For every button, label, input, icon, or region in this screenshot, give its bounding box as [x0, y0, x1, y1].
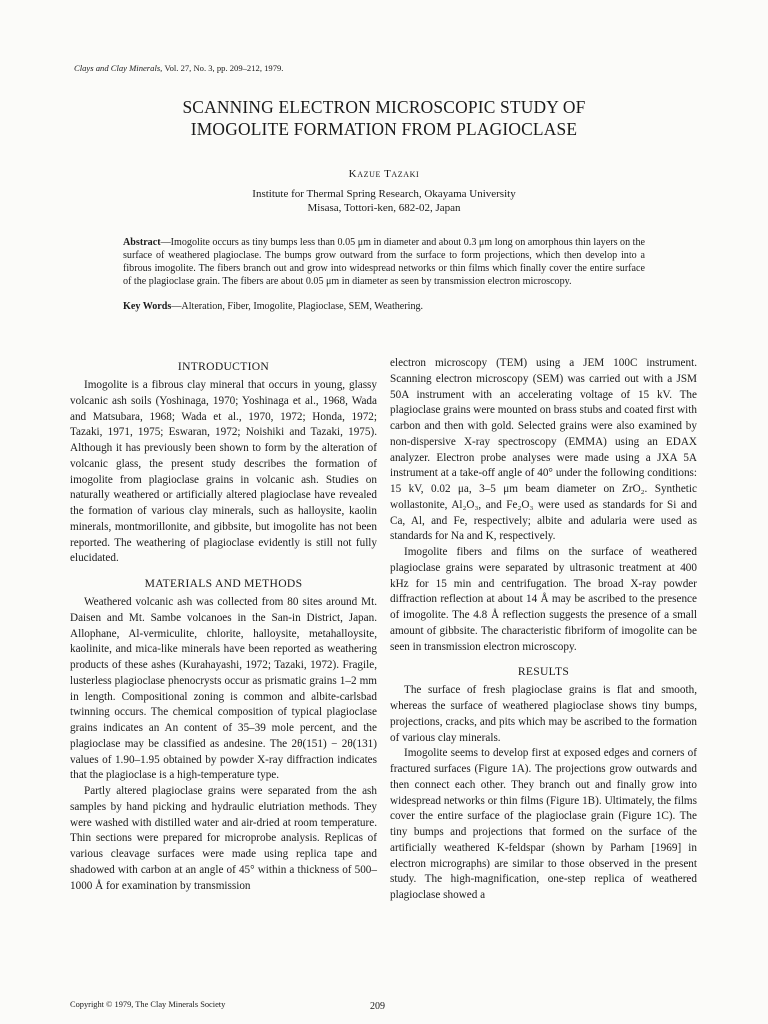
abstract-text: —Imogolite occurs as tiny bumps less than 0.05 μm in diameter and about 0.3 μm long on amorphous thin layers on the surface of weathered plagioclase. The bumps grow outward from the surface to form projections, which then develop into a fibrous imogolite. The fibers branch out and grow into widespread networks or thin films which finally cover the entire surface of the plagioclase grain. The fibers are about 0.05 μm in diameter as seen by transmission electron microscopy.: [123, 237, 645, 288]
right-column: [390, 356, 697, 904]
author-name: Kazue Tazaki: [348, 168, 420, 180]
journal-citation: [74, 63, 283, 73]
methods-paragraph-1: Weathered volcanic ash was collected from 80 sites around Mt. Daisen and Mt. Sambe volcanoes in the San-in District, Japan. Allophane, Al-vermiculite, chlorite, halloysite, metahalloysite, kaolinite, and mica-like minerals have been reported as weathering products of these ashes (Kurahayashi, 1972; Tazaki, 1972). Fragile, lusterless plagioclase phenocrysts occur as prismatic grains 1–2 mm in length. Compositional zoning is common and albite-carlsbad twinning occurs. The chemical composition of typical plagioclase grains indicates an An content of 35–39 mole percent, and the plagioclase may be classified as andesine. The 2θ(151) − 2θ(131) values of 1.90–1.95 obtained by powder X-ray diffraction indicates that the plagioclase is a high-temperature type.: [70, 596, 377, 782]
journal-name: Clays and Clay Minerals,: [74, 63, 163, 73]
section-heading-methods: MATERIALS AND METHODS: [144, 577, 303, 590]
article-title: [60, 96, 708, 140]
affiliation-line-1: Institute for Thermal Spring Research, Okayama University: [252, 188, 516, 200]
separation-paragraph: Imogolite fibers and films on the surface of weathered plagioclase grains were separated by ultrasonic treatment at 400 kHz for 15 min and centrifugation. The broad X-ray powder diffraction reflection at about 14 Å may be ascribed to the presence of imogolite. The 4.8 Å reflection suggests the presence of a small amount of gibbsite. The characteristic fibriform of imogolite can be seen in transmission electron microscopy.: [390, 546, 697, 653]
results-paragraph-2: Imogolite seems to develop first at exposed edges and corners of fractured surfaces (Figure 1A). The projections grow outwards and then connect each other. They branch out and finally grow into widespread networks or thin films (Figure 1B). Ultimately, the films cover the entire surface of the plagioclase grain (Figure 1C). The tiny bumps and projections that formed on the surface of the artificially weathered K-feldspar (shown by Parham [1969] in electron micrographs) are similar to those observed in the present study. The high-magnification, one-step replica of weathered plagioclase showed a: [390, 747, 697, 901]
journal-volume: Vol. 27, No. 3, pp. 209–212, 1979.: [164, 63, 284, 73]
title-line-2: IMOGOLITE FORMATION FROM PLAGIOCLASE: [190, 119, 578, 139]
abstract-label: Abstract: [123, 237, 161, 248]
copyright-notice: Copyright © 1979, The Clay Minerals Society: [70, 1000, 226, 1009]
methods-continued-paragraph: electron microscopy (TEM) using a JEM 100C instrument. Scanning electron microscopy (SEM) was carried out with a JSM 50A instrument with an accelerating voltage of 15 kV. The plagioclase grains were mounted on brass stubs and coated first with carbon and then with gold. Selected grains were also examined by non-dispersive X-ray spectroscopy (EMMA) using an EDAX analyzer. Electron probe analyses were made using a JXA 5A instrument at a take-off angle of 40° under the following conditions: 15 kV, 0.02 μa, 3–5 μm beam diameter on ZrO₂. Synthetic wollastonite, Al₂O₃, and Fe₂O₃ were used as standards for Si and Ca, Al, and Fe, respectively; albite and adularia were used as standards for Na and K, respectively.: [390, 357, 697, 543]
title-line-1: SCANNING ELECTRON MICROSCOPIC STUDY OF: [182, 97, 586, 117]
left-column: [70, 356, 377, 894]
results-paragraph-1: The surface of fresh plagioclase grains is flat and smooth, whereas the surface of weathered plagioclase shows tiny bumps, projections, cracks, and pits which may be ascribed to the formation of various clay minerals.: [390, 684, 697, 744]
introduction-paragraph: Imogolite is a fibrous clay mineral that occurs in young, glassy volcanic ash soils (Yoshinaga, 1970; Yoshinaga et al., 1968, Wada and Matsubara, 1968; Wada et al., 1970, 1972; Honda, 1972; Tazaki, 1971, 1975; Eswaran, 1972; Noishiki and Tazaki, 1975). Although it has previously been shown to form by the alteration of volcanic glass, the present study describes the formation of imogolite from plagioclase grains in volcanic ash. Studies on naturally weathered or artificially altered plagioclase have revealed the formation of various clay minerals, such as halloysite, kaolin minerals, montmorillonite, and gibbsite, but imogolite has not been reported. The weathering of plagioclase evidently is still not fully elucidated.: [70, 379, 377, 565]
keywords: [123, 301, 645, 312]
abstract: [123, 236, 645, 288]
methods-paragraph-2: Partly altered plagioclase grains were separated from the ash samples by hand picking and hydraulic elutriation methods. They were washed with distilled water and air-dried at room temperature. Thin sections were prepared for microprobe analysis. Replicas of various cleavage surfaces were made using replica tape and shadowed with carbon at an angle of 45° within a thickness of 500–1000 Å for examination by transmission: [70, 785, 377, 892]
keywords-text: —Alteration, Fiber, Imogolite, Plagioclase, SEM, Weathering.: [171, 301, 424, 312]
affiliation-line-2: Misasa, Tottori-ken, 682-02, Japan: [307, 201, 461, 214]
section-heading-introduction: INTRODUCTION: [177, 360, 270, 373]
page-number: 209: [370, 1001, 385, 1012]
section-heading-results: RESULTS: [517, 665, 570, 679]
keywords-label: Key Words: [123, 301, 172, 312]
author-affiliation: [60, 188, 708, 215]
